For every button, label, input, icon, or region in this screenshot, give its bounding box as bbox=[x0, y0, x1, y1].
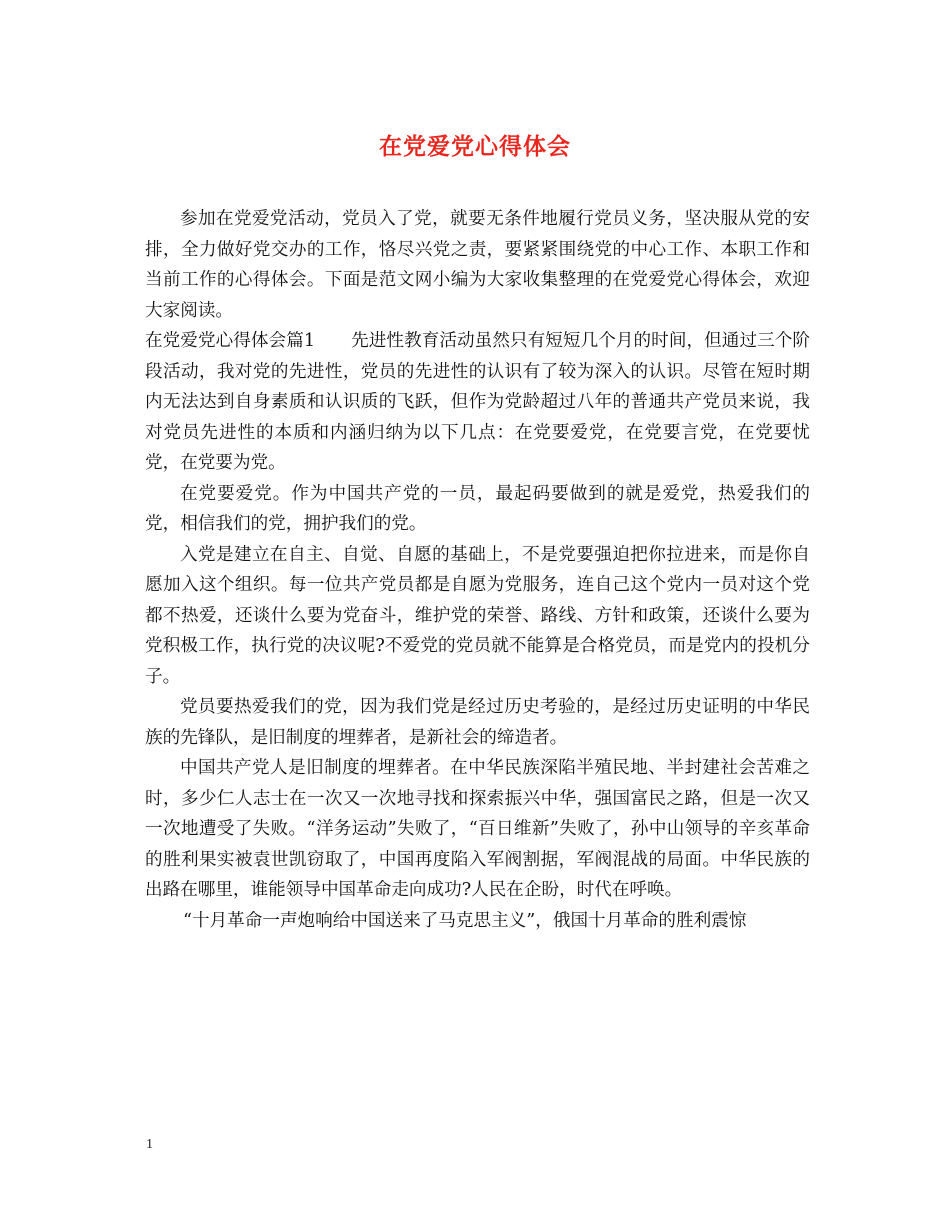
document-title: 在党爱党心得体会 bbox=[379, 133, 571, 160]
document-body bbox=[145, 204, 810, 936]
section-heading: 在党爱党心得体会篇1 bbox=[145, 331, 316, 351]
body-paragraph: 入党是建立在自主、自觉、自愿的基础上，不是党要强迫把你拉进来，而是你自愿加入这个组织。每一位共产党员都是自愿为党服务，连自己这个党内一员对这个党都不热爱，还谈什么要为党奋斗，维护党的荣誉、路线、方针和政策，还谈什么要为党积极工作，执行党的决议呢?不爱党的党员就不能算是合格党员，而是党内的投机分子。 bbox=[145, 544, 810, 687]
body-paragraph: 中国共产党人是旧制度的埋葬者。在中华民族深陷半殖民地、半封建社会苦难之时，多少仁人志士在一次又一次地寻找和探索振兴中华，强国富民之路，但是一次又一次地遭受了失败。“洋务运动”失败了，“百日维新”失败了，孙中山领导的辛亥革命的胜利果实被袁世凯窃取了，中国再度陷入军阀割据，军阀混战的局面。中华民族的出路在哪里，谁能领导中国革命走向成功?人民在企盼，时代在呼唤。 bbox=[145, 758, 810, 900]
page-number: 1 bbox=[146, 1137, 153, 1152]
body-paragraph: 在党要爱党。作为中国共产党的一员，最起码要做到的就是爱党，热爱我们的党，相信我们的党，拥护我们的党。 bbox=[145, 483, 810, 534]
body-paragraph-last: “十月革命一声炮响给中国送来了马克思主义”，俄国十月革命的胜利震惊 bbox=[183, 910, 747, 931]
section-paragraph bbox=[145, 326, 810, 479]
body-paragraph: 党员要热爱我们的党，因为我们党是经过历史考验的，是经过历史证明的中华民族的先锋队，是旧制度的埋葬者，是新社会的缔造者。 bbox=[145, 697, 810, 748]
intro-paragraph: 参加在党爱党活动，党员入了党，就要无条件地履行党员义务，坚决服从党的安排，全力做好党交办的工作，恪尽兴党之责，要紧紧围绕党的中心工作、本职工作和当前工作的心得体会。下面是范文网小编为大家收集整理的在党爱党心得体会，欢迎大家阅读。 bbox=[145, 209, 810, 321]
section-first-text: 先进性教育活动虽然只有短短几个月的时间，但通过三个阶段活动，我对党的先进性，党员的先进性的认识有了较为深入的认识。尽管在短时期内无法达到自身素质和认识质的飞跃，但作为党龄超过八年的普通共产党员来说，我对党员先进性的本质和内涵归纳为以下几点：在党要爱党，在党要言党，在党要忧党，在党要为党。 bbox=[145, 331, 810, 473]
